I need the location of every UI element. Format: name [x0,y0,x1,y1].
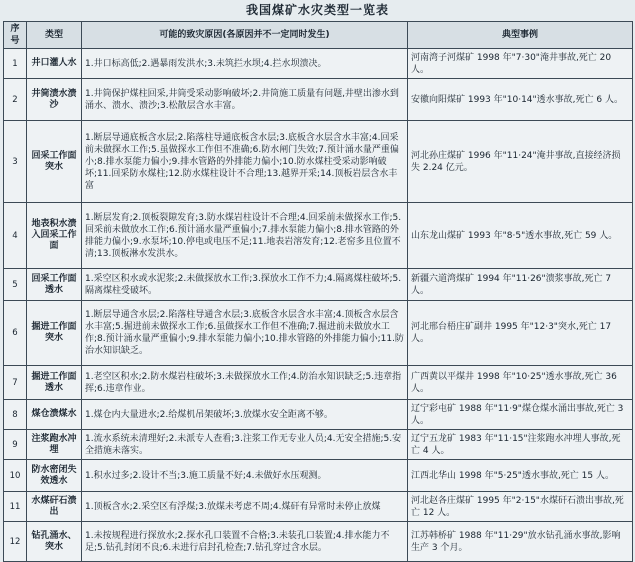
table-title: 我国煤矿水灾类型一览表 [245,3,389,17]
header-example: 典型事例 [408,22,633,49]
row-number: 7 [4,366,27,400]
table-row [4,492,633,522]
table-body [4,49,633,562]
row-example: 河北邢台梧庄矿副井 1995 年"12·3"突水,死亡 17 人。 [408,301,633,366]
row-example: 新疆六道湾煤矿 1994 年"11·26"溃浆事故,死亡 7 人。 [408,269,633,301]
row-cause: 1.流水系统未清理好;2.未派专人查看;3.注浆工作无专业人员;4.无安全措施;5.安全措施未落实。 [82,430,408,460]
row-number: 11 [4,492,27,522]
row-number: 8 [4,400,27,430]
row-number: 3 [4,121,27,203]
row-type: 掘进工作面突水 [27,301,82,366]
row-number: 2 [4,79,27,121]
table-row [4,522,633,562]
row-cause: 1.煤仓内大量进水;2.给煤机吊架破坏;3.放煤水安全距离不够。 [82,400,408,430]
row-example: 安徽向阳煤矿 1993 年"10·14"透水事故,死亡 6 人。 [408,79,633,121]
row-cause: 1.积水过多;2.设计不当;3.施工质量不好;4.未做好水压观测。 [82,460,408,492]
row-type: 水煤矸石溃出 [27,492,82,522]
row-cause: 1.井口标高低;2.遇暴雨发洪水;3.未筑拦水坝;4.拦水坝溃决。 [82,49,408,79]
row-number: 9 [4,430,27,460]
table-row [4,269,633,301]
row-cause: 1.顶板含水;2.采空区有浮煤;3.放煤未考虑不周;4.煤矸有异常时未停止放煤 [82,492,408,522]
row-number: 12 [4,522,27,562]
flood-types-table [3,21,633,562]
table-row [4,366,633,400]
row-example: 河北赵各庄煤矿 1995 年"2·15"水煤矸石溃出事故,死亡 12 人。 [408,492,633,522]
row-type: 注浆跑水冲埋 [27,430,82,460]
table-row [4,400,633,430]
row-cause: 1.井筒保护煤柱回采,井筒受采动影响破坏;2.井筒施工质量有问题,井壁出渗水到涌水、溃水、溃沙;3.松散层含水丰富。 [82,79,408,121]
row-type: 防水密闭失效透水 [27,460,82,492]
header-no: 序号 [4,22,27,49]
table-row [4,203,633,269]
header-row [4,22,633,49]
row-type: 井口灌人水 [27,49,82,79]
table-row [4,121,633,203]
row-number: 10 [4,460,27,492]
table-row [4,430,633,460]
header-type: 类型 [27,22,82,49]
row-number: 5 [4,269,27,301]
table-row [4,301,633,366]
row-example: 江西北华山 1998 年"5·25"透水事故,死亡 15 人。 [408,460,633,492]
table-row [4,460,633,492]
row-example: 山东龙山煤矿 1993 年"8·5"透水事故,死亡 59 人。 [408,203,633,269]
row-type: 回采工作面突水 [27,121,82,203]
row-number: 6 [4,301,27,366]
table-row [4,79,633,121]
row-example: 江苏韩桥矿 1988 年"11·29"放水钻孔涌水事故,影响生产 3 个月。 [408,522,633,562]
row-cause: 1.老空区积水;2.防水煤岩柱破坏;3.未做探放水工作;4.防治水知识缺乏;5.违章指挥;6.违章作业。 [82,366,408,400]
row-example: 河南湾子河煤矿 1998 年"7·30"淹井事故,死亡 20 人。 [408,49,633,79]
row-type: 掘进工作面透水 [27,366,82,400]
row-cause: 1.断层导通底板含水层;2.陷落柱导通底板含水层;3.底板含水层含水丰富;4.回采前未做探水工作;5.虽做探水工作但不准确;6.防水闸门失效;7.预计涌水量严重偏小;8.排水泵能力偏小;9.排水管路的外排能力偏小;10.防水煤柱受采动影响破坏;11.回采防水煤柱;12.防水煤柱设计不合理;13.越界开采;14.顶板岩层含水丰富 [82,121,408,203]
row-type: 地表积水溃入回采工作面 [27,203,82,269]
row-type: 回采工作面透水 [27,269,82,301]
row-cause: 1.采空区积水或水泥浆;2.未做探放水工作;3.探放水工作不力;4.隔离煤柱破坏;5.隔离煤柱受破坏。 [82,269,408,301]
row-cause: 1.未按规程进行探放水;2.探水孔口装置不合格;3.未装孔口装置;4.排水能力不足;5.钻孔封闭不良;6.未进行启封孔检查;7.钻孔穿过含水层。 [82,522,408,562]
row-example: 辽宁五龙矿 1983 年"11·15"注浆跑水冲埋人事故,死亡 4 人。 [408,430,633,460]
row-type: 钻孔涌水、突水 [27,522,82,562]
row-type: 井筒渍水溃沙 [27,79,82,121]
row-number: 1 [4,49,27,79]
row-example: 辽宁彩屯矿 1988 年"11·9"煤仓煤水涌出事故,死亡 3 人。 [408,400,633,430]
row-number: 4 [4,203,27,269]
row-example: 广西黄以平煤井 1998 年"10·25"透水事故,死亡 36 人。 [408,366,633,400]
table-row [4,49,633,79]
header-cause: 可能的致灾原因(各原因并不一定同时发生) [82,22,408,49]
row-cause: 1.断层导通含水层;2.陷落柱导通含水层;3.底板含水层含水丰富;4.顶板含水层含水丰富;5.掘进前未做探水工作;6.虽做探水工作但不准确;7.掘进前未做放水工作;8.预计涌水量严重偏小;9.排水泵能力偏小;10.排水管路的外排能力偏小;11.防治水知识缺乏。 [82,301,408,366]
row-type: 煤仓溃煤水 [27,400,82,430]
row-cause: 1.断层发育;2.顶板裂隙发育;3.防水煤岩柱设计不合理;4.回采前未做探水工作;5.回采前未做放水工作;6.预计涌水量严重偏小;7.排水泵能力偏小;8.排水管路的外排能力偏小;9.水泵坏;10.停电或电压不足;11.地表岩溶发育;12.老窑多且位置不清;13.顶板淋水发洪水。 [82,203,408,269]
row-example: 河北孙庄煤矿 1996 年"11·24"淹井事故,直接经济损失 2.24 亿元。 [408,121,633,203]
